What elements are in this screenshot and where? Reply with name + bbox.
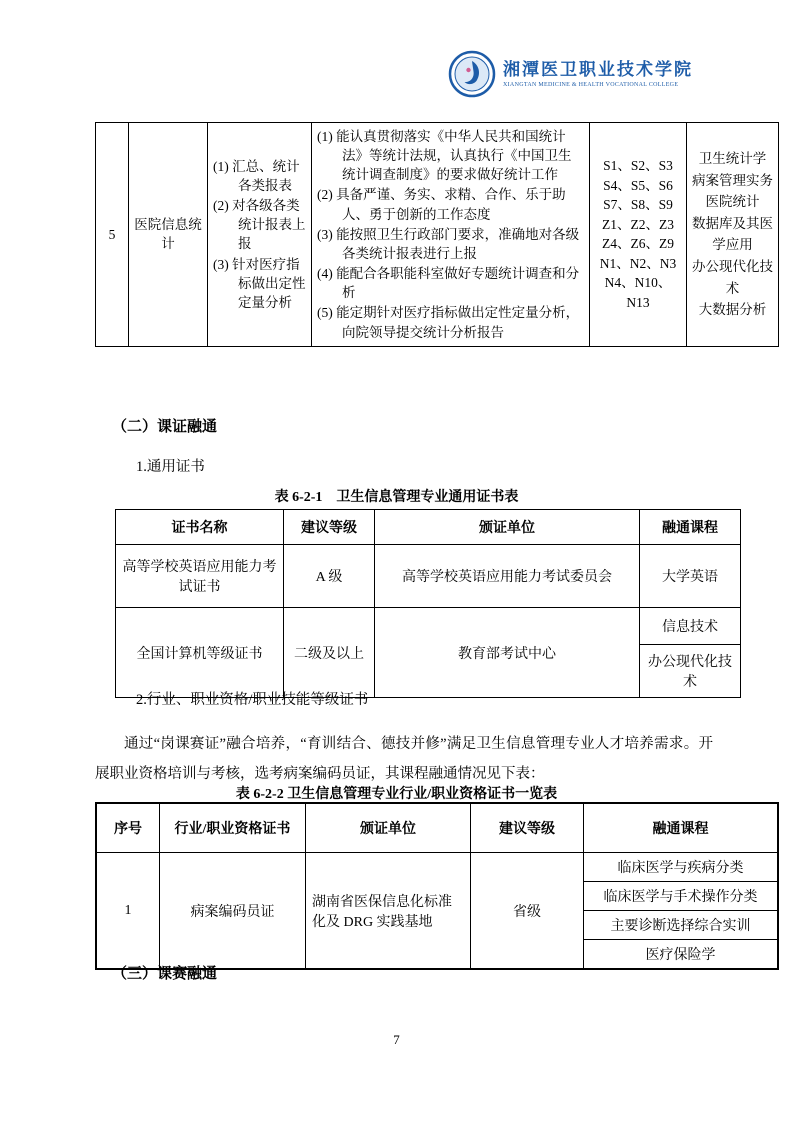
header-level: 建议等级 — [284, 510, 375, 545]
table-header-row — [116, 510, 741, 545]
code-line: Z4、Z6、Z9 — [602, 236, 674, 252]
cert-level-cell: A 级 — [284, 545, 375, 608]
duty-post-cell: 医院信息统计 — [129, 123, 208, 347]
header-cert: 行业/职业资格证书 — [160, 803, 306, 853]
fused-course-cell: 主要诊断选择综合实训 — [584, 911, 779, 940]
task-item: (2) 对各级各类统计报表上报 — [213, 198, 306, 252]
duty-codes-cell — [590, 123, 687, 347]
course-line: 病案管理实务 — [692, 172, 773, 188]
general-cert-table — [115, 509, 741, 698]
requirement-item: (1) 能认真贯彻落实《中华人民共和国统计法》等统计法规，认真执行《中国卫生统计调查制度》的要求做好统计工作 — [317, 129, 572, 183]
vocational-paragraph: 通过“岗课赛证”融合培养，“育训结合、德技并修”满足卫生信息管理专业人才培养需求。开展职业资格培训与考核，选考病案编码员证，其课程融通情况见下表： — [95, 735, 713, 782]
section-heading-kezheng: （二）课证融通 — [112, 419, 218, 435]
header-cert-name: 证书名称 — [116, 510, 284, 545]
table-row — [116, 608, 741, 645]
header-level: 建议等级 — [471, 803, 584, 853]
requirement-item: (2) 具备严谨、务实、求精、合作、乐于助人、勇于创新的工作态度 — [317, 187, 566, 222]
duty-requirements-cell — [312, 123, 590, 347]
page-number: 7 — [393, 1032, 400, 1047]
cert-issuer-cell: 教育部考试中心 — [375, 608, 640, 698]
header-issuer: 颁证单位 — [306, 803, 471, 853]
cert-name-cell: 病案编码员证 — [160, 853, 306, 970]
college-name-en: XIANGTAN MEDICINE & HEALTH VOCATIONAL COLLEGE — [503, 82, 679, 89]
header-course: 融通课程 — [584, 803, 779, 853]
header-course: 融通课程 — [640, 510, 741, 545]
header-issuer: 颁证单位 — [375, 510, 640, 545]
requirement-item: (4) 能配合各职能科室做好专题统计调查和分析 — [317, 266, 580, 301]
requirement-item: (3) 能按照卫生行政部门要求，准确地对各级各类统计报表进行上报 — [317, 226, 580, 261]
row-index-cell: 1 — [96, 853, 160, 970]
course-line: 数据库及其医学应用 — [692, 215, 773, 253]
college-name-cn: 湘潭医卫职业技术学院 — [503, 59, 693, 79]
fused-course-cell: 医疗保险学 — [584, 940, 779, 970]
cert-issuer-cell: 湖南省医保信息化标准化及 DRG 实践基地 — [306, 853, 471, 970]
college-logo — [448, 50, 693, 98]
table-row — [96, 853, 778, 882]
subsection-vocational-cert: 2.行业、职业资格/职业技能等级证书 — [136, 692, 369, 708]
code-line: S1、S2、S3 — [603, 158, 673, 174]
cert-name-cell: 全国计算机等级证书 — [116, 608, 284, 698]
task-item: (3) 针对医疗指标做出定性定量分析 — [213, 256, 306, 310]
fused-course-cell: 临床医学与手术操作分类 — [584, 882, 779, 911]
table-caption-general: 表 6-2-1 卫生信息管理专业通用证书表 — [274, 490, 519, 505]
cert-name-cell: 高等学校英语应用能力考试证书 — [116, 545, 284, 608]
task-item: (1) 汇总、统计各类报表 — [213, 158, 300, 193]
subsection-general-cert: 1.通用证书 — [136, 459, 205, 475]
cert-level-cell: 二级及以上 — [284, 608, 375, 698]
duty-index-cell: 5 — [96, 123, 129, 347]
code-line: N4、N10、N13 — [604, 275, 672, 311]
duty-table-row — [96, 123, 779, 347]
vocational-cert-table — [95, 802, 779, 970]
duty-courses-cell — [687, 123, 779, 347]
table-row — [116, 545, 741, 608]
code-line: S4、S5、S6 — [603, 177, 673, 193]
college-logo-text — [503, 60, 693, 88]
cert-course-cell: 信息技术 — [640, 608, 741, 645]
code-line: S7、S8、S9 — [603, 197, 673, 213]
section-heading-kesai: （三）课赛融通 — [112, 966, 218, 982]
table-header-row — [96, 803, 778, 853]
duty-tasks-cell — [208, 123, 312, 347]
requirement-item: (5) 能定期针对医疗指标做出定性定量分析，向院领导提交统计分析报告 — [317, 305, 580, 340]
course-line: 卫生统计学 — [698, 150, 767, 166]
course-line: 大数据分析 — [698, 302, 767, 318]
duty-table — [95, 122, 779, 347]
table-caption-vocational: 表 6-2-2 卫生信息管理专业行业/职业资格证书一览表 — [235, 787, 558, 802]
cert-issuer-cell: 高等学校英语应用能力考试委员会 — [375, 545, 640, 608]
header-index: 序号 — [96, 803, 160, 853]
college-logo-icon — [448, 50, 496, 98]
code-line: Z1、Z2、Z3 — [602, 216, 674, 232]
cert-course-cell: 大学英语 — [640, 545, 741, 608]
cert-course-cell: 办公现代化技术 — [640, 645, 741, 698]
course-line: 办公现代化技术 — [692, 258, 773, 296]
code-line: N1、N2、N3 — [599, 255, 677, 271]
fused-course-cell: 临床医学与疾病分类 — [584, 853, 779, 882]
cert-level-cell: 省级 — [471, 853, 584, 970]
course-line: 医院统计 — [705, 194, 760, 210]
